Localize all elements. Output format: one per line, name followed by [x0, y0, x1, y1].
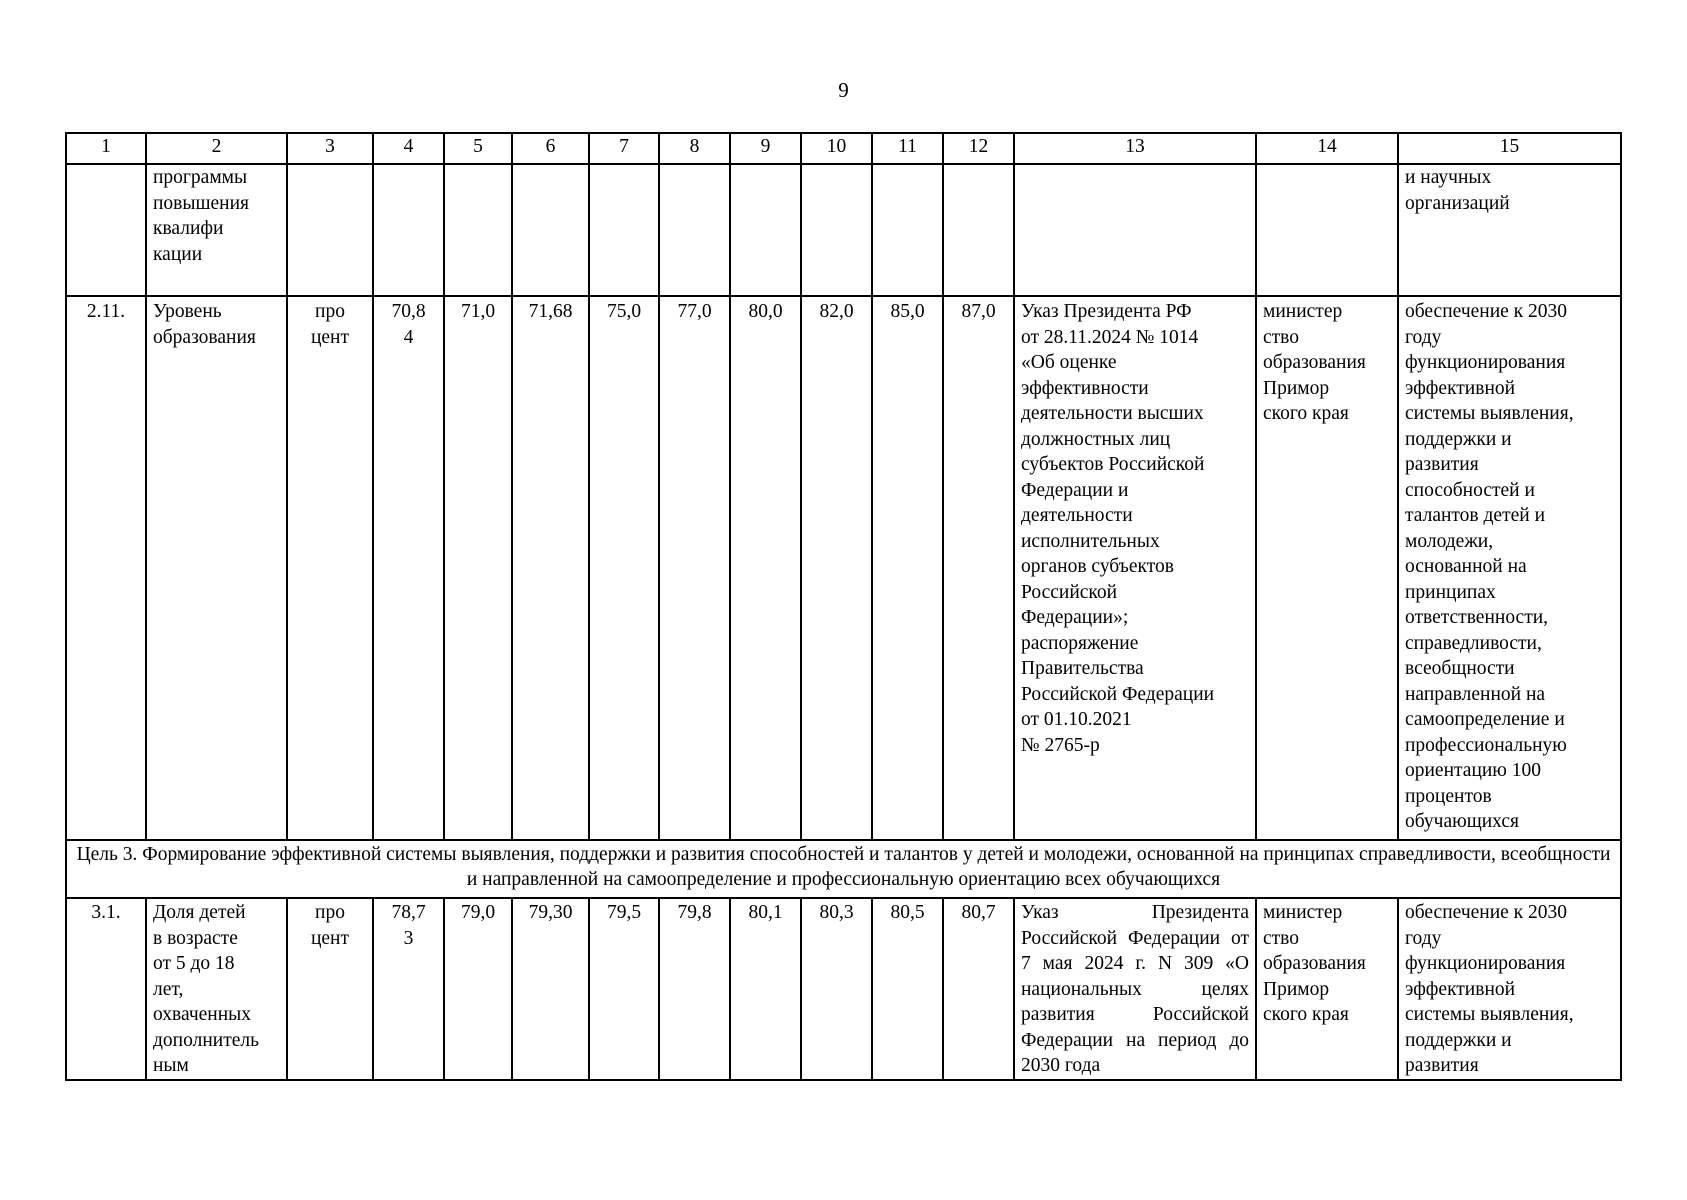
value-col-6: 71,68	[512, 296, 589, 840]
cell-empty	[66, 164, 146, 296]
header-cell: 9	[730, 133, 801, 164]
cell-empty	[287, 164, 373, 296]
value-col-12: 87,0	[943, 296, 1014, 840]
value-col-11: 85,0	[872, 296, 943, 840]
value-col-12: 80,7	[943, 898, 1014, 1080]
indicator-name: Доля детей в возрасте от 5 до 18 лет, охваченных дополнитель ным	[146, 898, 287, 1080]
header-cell: 12	[943, 133, 1014, 164]
legal-basis: Указ Президента РФ от 28.11.2024 № 1014 «Об оценке эффективности деятельности высших должностных лиц субъектов Российской Федерации и деятельности исполнительных органов субъектов Российской Федерации»; распоряжение Правительства Российской Федерации от 01.10.2021 № 2765-р	[1014, 296, 1256, 840]
cell-empty	[659, 164, 730, 296]
header-cell: 7	[589, 133, 659, 164]
unit: про цент	[287, 296, 373, 840]
header-cell: 13	[1014, 133, 1256, 164]
value-col-10: 82,0	[801, 296, 872, 840]
value-col-5: 79,0	[444, 898, 512, 1080]
cell-empty	[589, 164, 659, 296]
value-col-7: 75,0	[589, 296, 659, 840]
table-row	[66, 898, 1621, 1080]
goal-row	[66, 840, 1621, 898]
header-cell: 1	[66, 133, 146, 164]
header-cell: 8	[659, 133, 730, 164]
value-col-11: 80,5	[872, 898, 943, 1080]
value-col-6: 79,30	[512, 898, 589, 1080]
header-cell: 15	[1398, 133, 1621, 164]
value-col-9: 80,0	[730, 296, 801, 840]
page-number: 9	[838, 78, 849, 102]
cell-empty	[512, 164, 589, 296]
cell-empty	[444, 164, 512, 296]
header-cell: 3	[287, 133, 373, 164]
value-col-10: 80,3	[801, 898, 872, 1080]
value-col-5: 71,0	[444, 296, 512, 840]
unit: про цент	[287, 898, 373, 1080]
continuation-indicator-name: программы повышения квалифи кации	[146, 164, 287, 296]
cell-empty	[943, 164, 1014, 296]
value-col-8: 77,0	[659, 296, 730, 840]
goal-description: обеспечение к 2030 году функционирования эффективной системы выявления, поддержки и развития способностей и талантов детей и молодежи, основанной на принципах ответственности, справедливости, всеобщности направленной на самоопределение и профессиональную ориентацию 100 процентов обучающихся	[1398, 296, 1621, 840]
value-col-4: 78,7 3	[373, 898, 444, 1080]
indicators-table	[65, 132, 1622, 1081]
cell-empty	[872, 164, 943, 296]
header-cell: 2	[146, 133, 287, 164]
indicator-name: Уровень образования	[146, 296, 287, 840]
value-col-7: 79,5	[589, 898, 659, 1080]
header-cell: 6	[512, 133, 589, 164]
table-header-row	[66, 133, 1621, 164]
cell-empty	[1256, 164, 1398, 296]
row-number: 3.1.	[66, 898, 146, 1080]
header-cell: 5	[444, 133, 512, 164]
header-cell: 10	[801, 133, 872, 164]
cell-empty	[801, 164, 872, 296]
table-row	[66, 296, 1621, 840]
cell-empty	[730, 164, 801, 296]
goal-description: обеспечение к 2030 году функционирования эффективной системы выявления, поддержки и развития	[1398, 898, 1621, 1080]
continuation-goal: и научных организаций	[1398, 164, 1621, 296]
continuation-row	[66, 164, 1621, 296]
header-cell: 11	[872, 133, 943, 164]
legal-basis: Указ Президента Российской Федерации от 7 мая 2024 г. N 309 «О национальных целях развития Российской Федерации на период до 2030 года	[1014, 898, 1256, 1080]
cell-empty	[1014, 164, 1256, 296]
cell-empty	[373, 164, 444, 296]
header-cell: 4	[373, 133, 444, 164]
value-col-9: 80,1	[730, 898, 801, 1080]
responsible-body: министер ство образования Примор ского края	[1256, 898, 1398, 1080]
goal-3-heading: Цель 3. Формирование эффективной системы выявления, поддержки и развития способностей и талантов у детей и молодежи, основанной на принципах справедливости, всеобщности и направленной на самоопределение и профессиональную ориентацию всех обучающихся	[66, 840, 1621, 898]
value-col-4: 70,8 4	[373, 296, 444, 840]
row-number: 2.11.	[66, 296, 146, 840]
value-col-8: 79,8	[659, 898, 730, 1080]
responsible-body: министер ство образования Примор ского края	[1256, 296, 1398, 840]
header-cell: 14	[1256, 133, 1398, 164]
